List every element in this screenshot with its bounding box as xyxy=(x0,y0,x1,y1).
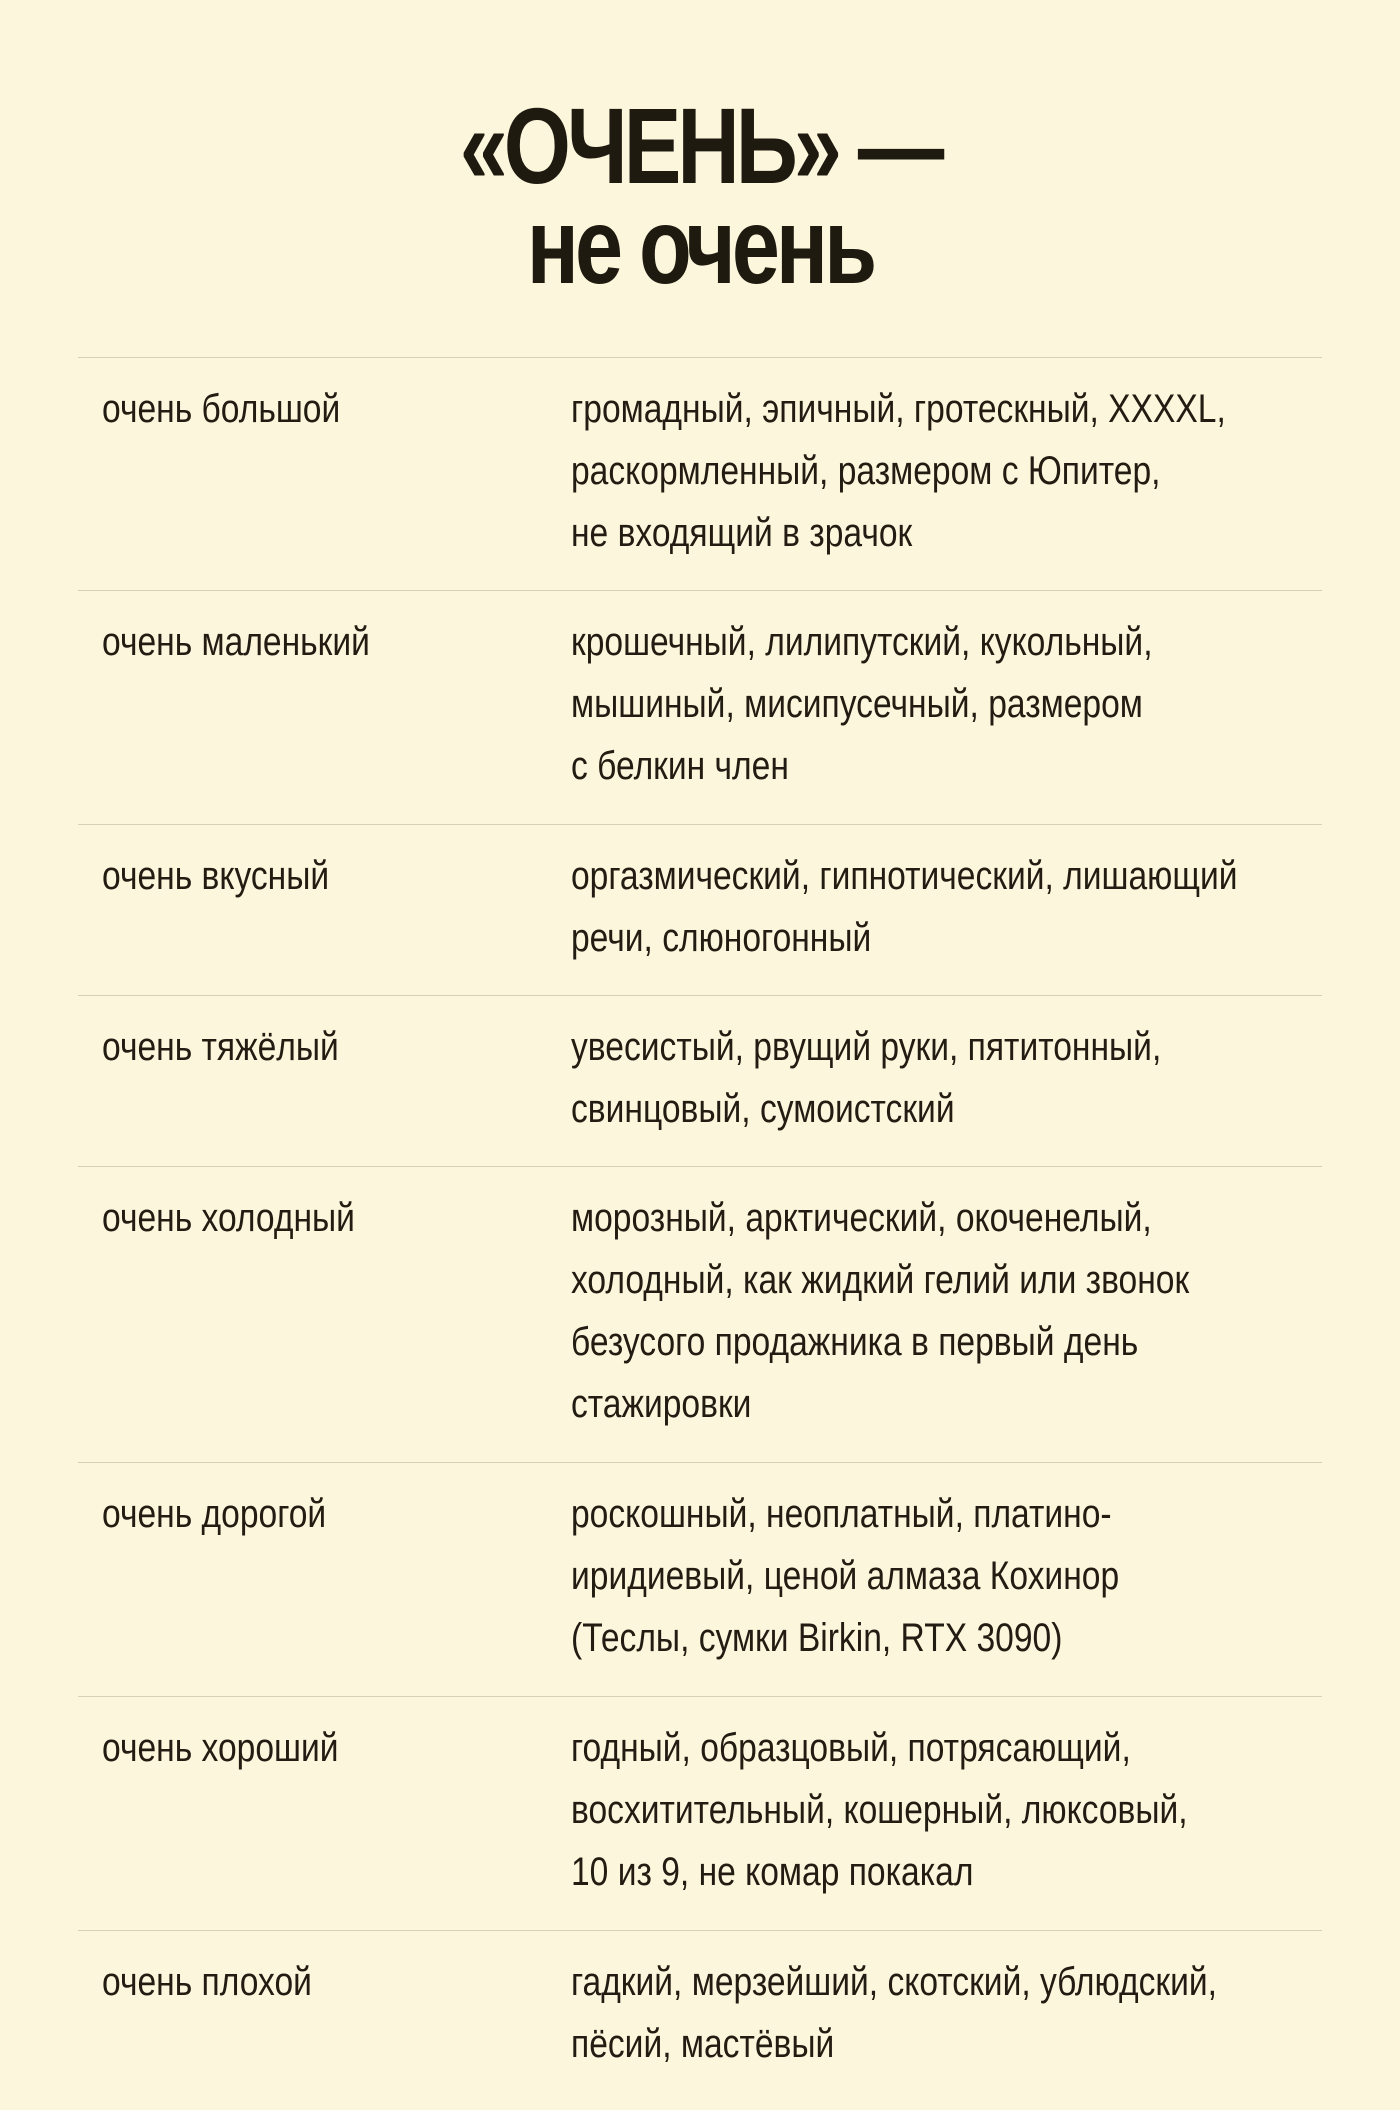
term-cell: очень дорогой xyxy=(102,1492,327,1536)
table-row xyxy=(78,825,1322,996)
table-row xyxy=(78,1931,1322,2101)
synonyms-line: годный, образцовый, потрясающий, xyxy=(571,1726,1131,1770)
synonyms-cell xyxy=(571,1951,1217,2075)
term-cell: очень большой xyxy=(102,387,341,431)
table-row xyxy=(78,1463,1322,1697)
synonyms-cell xyxy=(571,378,1226,564)
synonyms-cell xyxy=(571,1016,1161,1140)
synonyms-line: раскормленный, размером с Юпитер, xyxy=(571,449,1161,493)
synonyms-line: мышиный, мисипусечный, размером xyxy=(571,682,1143,726)
title-line-2: не очень xyxy=(526,185,874,306)
synonyms-line: восхитительный, кошерный, люксовый, xyxy=(571,1788,1188,1832)
synonyms-cell xyxy=(571,1717,1188,1903)
table-row xyxy=(78,1697,1322,1931)
synonyms-line: с белкин член xyxy=(571,744,789,788)
synonyms-line: речи, слюногонный xyxy=(571,916,872,960)
synonyms-line: морозный, арктический, окоченелый, xyxy=(571,1196,1152,1240)
synonyms-line: крошечный, лилипутский, кукольный, xyxy=(571,620,1153,664)
term-cell: очень хороший xyxy=(102,1726,339,1770)
synonyms-line: (Теслы, сумки Birkin, RTX 3090) xyxy=(571,1616,1063,1660)
table-row xyxy=(78,996,1322,1167)
synonyms-line: безусого продажника в первый день xyxy=(571,1320,1139,1364)
synonyms-line: стажировки xyxy=(571,1382,752,1426)
synonyms-line: оргазмический, гипнотический, лишающий xyxy=(571,854,1238,898)
synonyms-table xyxy=(78,357,1322,2101)
synonyms-line: 10 из 9, не комар покакал xyxy=(571,1850,974,1894)
table-row xyxy=(78,358,1322,591)
term-cell: очень холодный xyxy=(102,1196,355,1240)
synonyms-line: иридиевый, ценой алмаза Кохинор xyxy=(571,1554,1120,1598)
term-cell: очень плохой xyxy=(102,1960,312,2004)
term-cell: очень маленький xyxy=(102,620,370,664)
synonyms-cell xyxy=(571,845,1238,969)
page-title xyxy=(140,85,1260,306)
synonyms-line: громадный, эпичный, гротескный, XXXXL, xyxy=(571,387,1226,431)
synonyms-line: увесистый, рвущий руки, пятитонный, xyxy=(571,1025,1162,1069)
synonyms-line: свинцовый, сумоистский xyxy=(571,1087,955,1131)
synonyms-line: гадкий, мерзейший, скотский, ублюдский, xyxy=(571,1960,1217,2004)
table-row xyxy=(78,591,1322,825)
synonyms-line: пёсий, мастёвый xyxy=(571,2022,835,2066)
synonyms-line: не входящий в зрачок xyxy=(571,511,913,555)
term-cell: очень вкусный xyxy=(102,854,330,898)
term-cell: очень тяжёлый xyxy=(102,1025,339,1069)
table-row xyxy=(78,1167,1322,1463)
synonyms-cell xyxy=(571,611,1153,797)
synonyms-line: холодный, как жидкий гелий или звонок xyxy=(571,1258,1190,1302)
synonyms-line: роскошный, неоплатный, платино- xyxy=(571,1492,1112,1536)
synonyms-cell xyxy=(571,1483,1119,1669)
title-line-1: «ОЧЕНЬ» — xyxy=(459,85,941,206)
synonyms-cell xyxy=(571,1187,1189,1435)
